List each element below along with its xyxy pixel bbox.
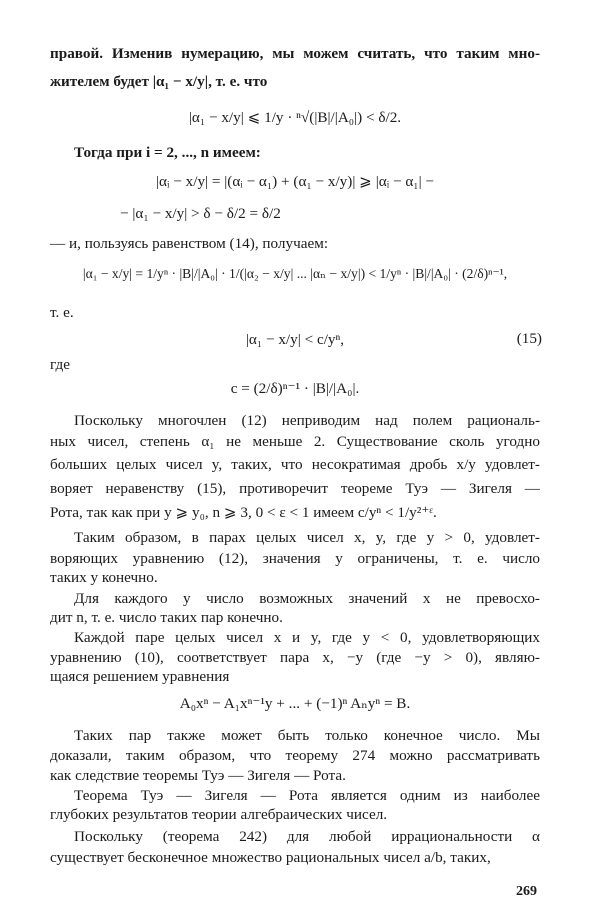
text-line: щаяся решением уравнения (50, 668, 230, 685)
text-line: дит n, т. е. число таких пар конечно. (50, 609, 283, 626)
text-line: Таким образом, в парах целых чисел x, y, где y > 0, удовлет- (74, 529, 540, 546)
text-line: — и, пользуясь равенством (14), получаем: (50, 235, 329, 252)
text-line: доказали, таким образом, что теорему 274 можно рассматривать (50, 747, 540, 764)
text-line: где (50, 356, 70, 373)
text-line: уравнению (10), соответствует пара x, −y (где −y > 0), являю- (50, 649, 540, 666)
formula: c = (2/δ)ⁿ⁻¹ · |B|/|A₀|. (230, 380, 360, 397)
text-line: Тогда при i = 2, ..., n имеем: (74, 144, 261, 161)
text-line: глубоких результатов теории алгебраических чисел. (50, 806, 388, 823)
text-line: Рота, так как при y ⩾ y₀, n ⩾ 3, 0 < ε < 1 имеем c/yⁿ < 1/y²⁺ᵋ. (50, 504, 437, 521)
formula: |α₁ − x/y| ⩽ 1/y · ⁿ√(|B|/|A₀|) < δ/2. (188, 109, 402, 126)
text-line: воряющих уравнению (12), значения y ограничены, т. е. число (50, 550, 540, 567)
text-line: ных чисел, степень α₁ не меньше 2. Существование сколь угодно (50, 433, 540, 450)
formula: |αᵢ − x/y| = |(αᵢ − α₁) + (α₁ − x/y)| ⩾ |αᵢ − α₁| − (155, 173, 434, 190)
page-number: 269 (516, 884, 537, 899)
formula: A₀xⁿ − A₁xⁿ⁻¹y + ... + (−1)ⁿ Aₙyⁿ = B. (179, 695, 411, 712)
formula: |α₁ − x/y| < c/yⁿ, (245, 331, 345, 348)
text-line: т. е. (50, 304, 74, 321)
equation-number: (15) (516, 330, 542, 347)
text-line: Поскольку многочлен (12) неприводим над полем рациональ- (74, 412, 540, 429)
text-line: Каждой паре целых чисел x и y, где y < 0, удовлетворяющих (74, 629, 540, 646)
text-line: жителем будет |α₁ − x/y|, т. е. что (50, 73, 268, 90)
text-line: воряет неравенству (15), противоречит теореме Туэ — Зигеля — (50, 480, 540, 497)
text-line: Для каждого y число возможных значений x не превосхо- (74, 590, 540, 607)
text-line: как следствие теоремы Туэ — Зигеля — Рота. (50, 767, 346, 784)
text-line: Теорема Туэ — Зигеля — Рота является одним из наиболее (74, 787, 540, 804)
text-line: правой. Изменив нумерацию, мы можем считать, что таким мно- (50, 45, 540, 62)
text-line: больших целых чисел y, таких, что несократимая дробь x/y удовлет- (50, 456, 540, 473)
text-line: существует бесконечное множество рациональных чисел a/b, таких, (50, 849, 491, 866)
formula: − |α₁ − x/y| > δ − δ/2 = δ/2 (120, 205, 281, 222)
text-line: таких y конечно. (50, 569, 158, 586)
formula: |α₁ − x/y| = 1/yⁿ · |B|/|A₀| · 1/(|α₂ − x/y| ... |αₙ − x/y|) < 1/yⁿ · |B|/|A₀| · (2/δ)ⁿ⁻¹, (82, 266, 508, 281)
text-line: Поскольку (теорема 242) для любой иррациональности α (74, 828, 540, 845)
text-line: Таких пар также может быть только конечное число. Мы (74, 727, 540, 744)
